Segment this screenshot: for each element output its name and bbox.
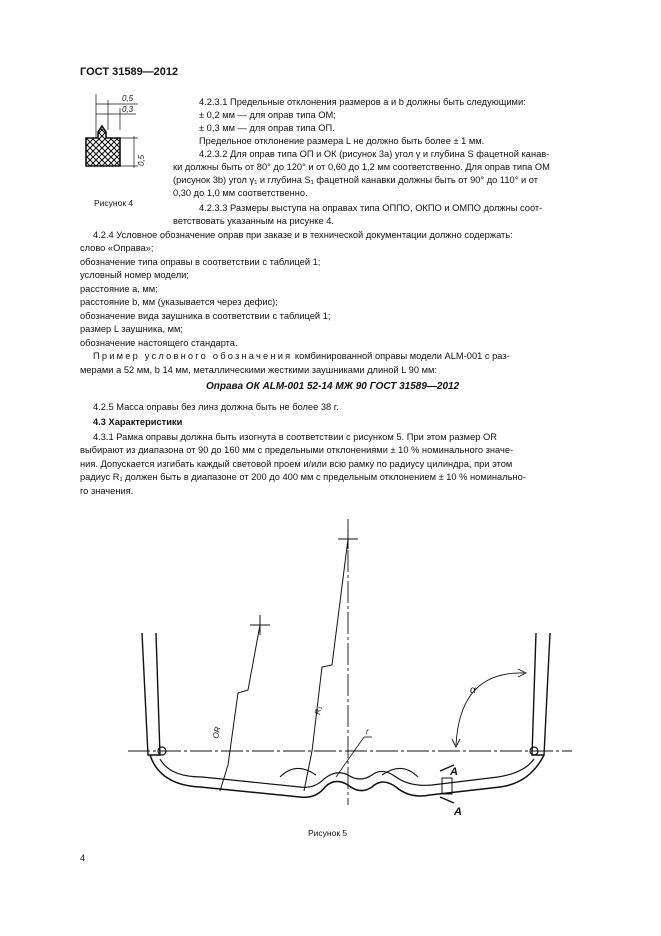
r-leader: [336, 737, 364, 777]
r-label: r: [366, 727, 369, 736]
doc-title: ГОСТ 31589—2012: [80, 66, 179, 78]
section-43-heading: 4.3 Характеристики: [93, 417, 183, 427]
para-4231-l4: Предельное отклонение размера L не должно быть более ± 1 мм.: [199, 136, 485, 146]
page-number: 4: [80, 853, 86, 863]
left-temple: [142, 633, 160, 755]
section-label-bottom: A: [454, 806, 462, 818]
figure5-drawing: [120, 515, 580, 818]
figure4-caption: Рисунок 4: [94, 198, 134, 208]
para-424-l9: обозначение настоящего стандарта.: [80, 338, 238, 348]
para-424-l1: 4.2.4 Условное обозначение оправ при заказе и в технической документации должно содержать:: [93, 230, 513, 240]
para-4232-l4: 0,30 до 1,0 мм соответственно.: [173, 188, 308, 198]
para-431-l2: выбирают из диапазона от 90 до 160 мм с предельными отклонениями ± 10 % номинального значе-: [80, 445, 514, 455]
alpha-label: α: [470, 685, 476, 696]
right-temple: [532, 633, 550, 755]
left-nose-pad: [280, 768, 316, 777]
dim-label-side: 0,5: [137, 154, 146, 166]
alpha-arc: [456, 673, 524, 745]
para-4233-l1: 4.2.3.3 Размеры выступа на оправах типа ОППО, ОКПО и ОМПО должны соот-: [199, 203, 543, 213]
dim-label-mid: 0,3: [122, 105, 134, 114]
para-4232-l2: ки должны быть от 80° до 120° и от 0,60 до 1,2 мм соответственно. Для оправ типа ОМ: [173, 162, 550, 172]
para-4232-l1: 4.2.3.2 Для оправ типа ОП и ОК (рисунок 3а) угол γ и глубина S фацетной канав-: [199, 149, 550, 159]
profile-section: [86, 126, 120, 166]
para-424-l2: слово «Оправа»;: [80, 243, 154, 253]
frame-inner-edge: [160, 759, 534, 787]
example-l1: [93, 350, 510, 363]
example-l2: мерами a 52 мм, b 14 мм, металлическими жесткими заушниками длиной L 90 мм:: [80, 365, 437, 375]
r1-label: R₁: [313, 705, 324, 716]
para-4232-l3: (рисунок 3b) угол γ₁ и глубина S₁ фацетной канавки должны быть от 90° до 110° и от: [173, 175, 539, 185]
para-431-l1: 4.3.1 Рамка оправы должна быть изогнута в соответствии с рисунком 5. При этом размер OR: [93, 432, 497, 442]
para-424-l4: условный номер модели;: [80, 270, 189, 280]
para-4231-l2: ± 0,2 мм — для оправ типа ОМ;: [199, 110, 336, 120]
example-rest: комбинированной оправы модели ALM-001 с раз-: [292, 351, 510, 361]
example-designation: Оправа ОК ALM-001 52-14 МЖ 90 ГОСТ 31589—2012: [206, 381, 460, 392]
r1-radius-line: [304, 539, 348, 791]
section-label-top: A: [450, 766, 458, 778]
figure4-drawing: [78, 88, 178, 200]
or-radius-line: [220, 625, 260, 791]
para-424-l7: обозначение вида заушника в соответствии с таблицей 1;: [80, 311, 331, 321]
dim-label-top: 0,5: [122, 94, 134, 103]
para-4231-l3: ± 0,3 мм — для оправ типа ОП.: [199, 123, 335, 133]
para-424-l3: обозначение типа оправы в соответствии с таблицей 1;: [80, 257, 321, 267]
para-431-l5: го значения.: [80, 486, 134, 496]
para-431-l4: радиус R₁ должен быть в диапазоне от 200 до 400 мм с предельным отклонением ± 10 % номинально-: [80, 472, 526, 482]
section-mark-bottom: [440, 797, 454, 803]
example-lead: Пример условного обозначения: [93, 351, 293, 361]
para-4233-l2: ветствовать указанным на рисунке 4.: [173, 216, 334, 226]
para-424-l8: размер L заушника, мм;: [80, 324, 183, 334]
para-4231-l1: 4.2.3.1 Предельные отклонения размеров a и b должны быть следующими:: [199, 97, 526, 107]
or-label: OR: [211, 725, 223, 740]
figure5-caption: Рисунок 5: [308, 828, 348, 838]
para-431-l3: ния. Допускается изгибать каждый световой проем и/или всю рамку по радиусу цилиндра, при этом: [80, 459, 513, 469]
section-a-a: [442, 778, 452, 794]
para-425: 4.2.5 Масса оправы без линз должна быть не более 38 г.: [93, 402, 339, 412]
para-424-l6: расстояние b, мм (указывается через дефис);: [80, 297, 278, 307]
para-424-l5: расстояние a, мм;: [80, 284, 158, 294]
